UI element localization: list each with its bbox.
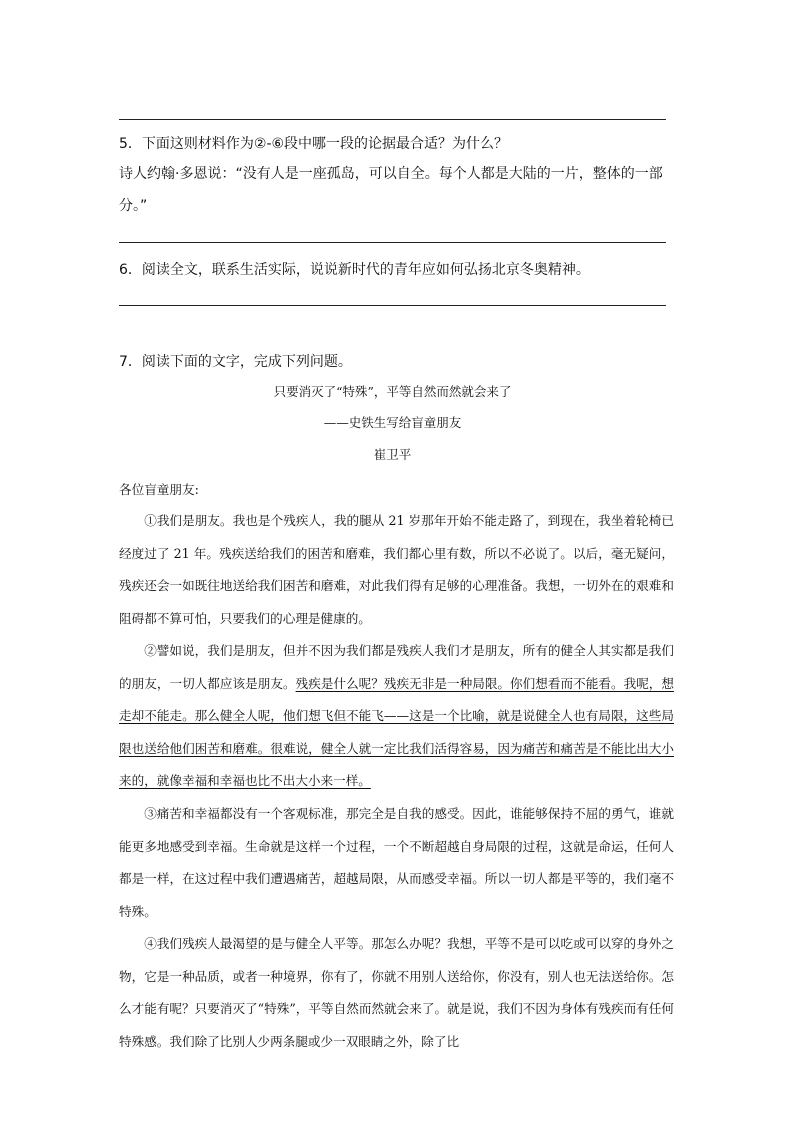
essay-title: 只要消灭了“特殊”，平等自然而然就会来了 (273, 384, 512, 399)
question-6-prompt: 6．阅读全文，联系生活实际，说说新时代的青年应如何弘扬北京冬奥精神。 (119, 262, 590, 278)
answer-line-q6 (119, 305, 666, 306)
question-5-quote-line2: 分。” (119, 198, 148, 214)
essay-paragraph-4: ④我们残疾人最渴望的是与健全人平等。那怎么办呢？我想，平等不是可以吃或可以穿的身外之物，它是一种品质，或者一种境界，你有了，你就不用别人送给你，你没有，别人也无法送给你。怎么才能有呢？只要消灭了“特殊”，平等自然而然就会来了。就是说，我们不因为身体有残疾而有任何特殊感。我们除了比别人少两条腿或少一双眼睛之外，除了比 (119, 936, 674, 1049)
essay-paragraph-3: ③痛苦和幸福都没有一个客观标准，那完全是自我的感受。因此，谁能够保持不屈的勇气，谁就能更多地感受到幸福。生命就是这样一个过程，一个不断超越自身局限的过程，这就是命运，任何人都是一样，在这过程中我们遭遇痛苦，超越局限，从而感受幸福。所以一切人都是平等的，我们毫不特殊。 (119, 806, 674, 919)
essay-greeting: 各位盲童朋友: (119, 482, 199, 497)
paragraph-2-underlined-text: 残疾是什么呢？残疾无非是一种局限。你们想看而不能看。我呢，想走却不能走。那么健全人呢，他们想飞但不能飞——这是一个比喻，就是说健全人也有局限，这些局限也送给他们困苦和磨难。很难说，健全人就一定比我们活得容易，因为痛苦和痛苦是不能比出大小来的，就像幸福和幸福也比不出大小来一样。 (119, 675, 675, 788)
essay-paragraph-1: ①我们是朋友。我也是个残疾人，我的腿从 21 岁那年开始不能走路了，到现在，我坐着轮椅已经度过了 21 年。残疾送给我们的困苦和磨难，我们都心里有数，所以不必说了。以后，毫无疑问，残疾还会一如既往地送给我们困苦和磨难，对此我们得有足够的心理准备。我想，一切外在的艰难和阻碍都不算可怕，只要我们的心理是健康的。 (119, 513, 674, 626)
question-5-quote-line1: 诗人约翰·多恩说：“没有人是一座孤岛，可以自全。每个人都是大陆的一片，整体的一部 (119, 166, 663, 182)
essay-subtitle: ——史铁生写给盲童朋友 (323, 415, 462, 430)
essay-author: 崔卫平 (373, 447, 412, 462)
essay-paragraph-2 (119, 635, 674, 798)
question-7-prompt: 7．阅读下面的文字，完成下列问题。 (119, 354, 352, 370)
question-5-prompt: 5．下面这则材料作为②-⑥段中哪一段的论据最合适？为什么？ (119, 136, 509, 152)
answer-line-q4 (119, 119, 666, 120)
answer-line-q5 (119, 242, 666, 243)
paragraph-2-plain-text: ②譬如说，我们是朋友，但并不因为我们都是残疾人我们才是朋友，所有的健全人其实都是我们的朋友，一切人都应该是朋友。 (119, 643, 674, 691)
